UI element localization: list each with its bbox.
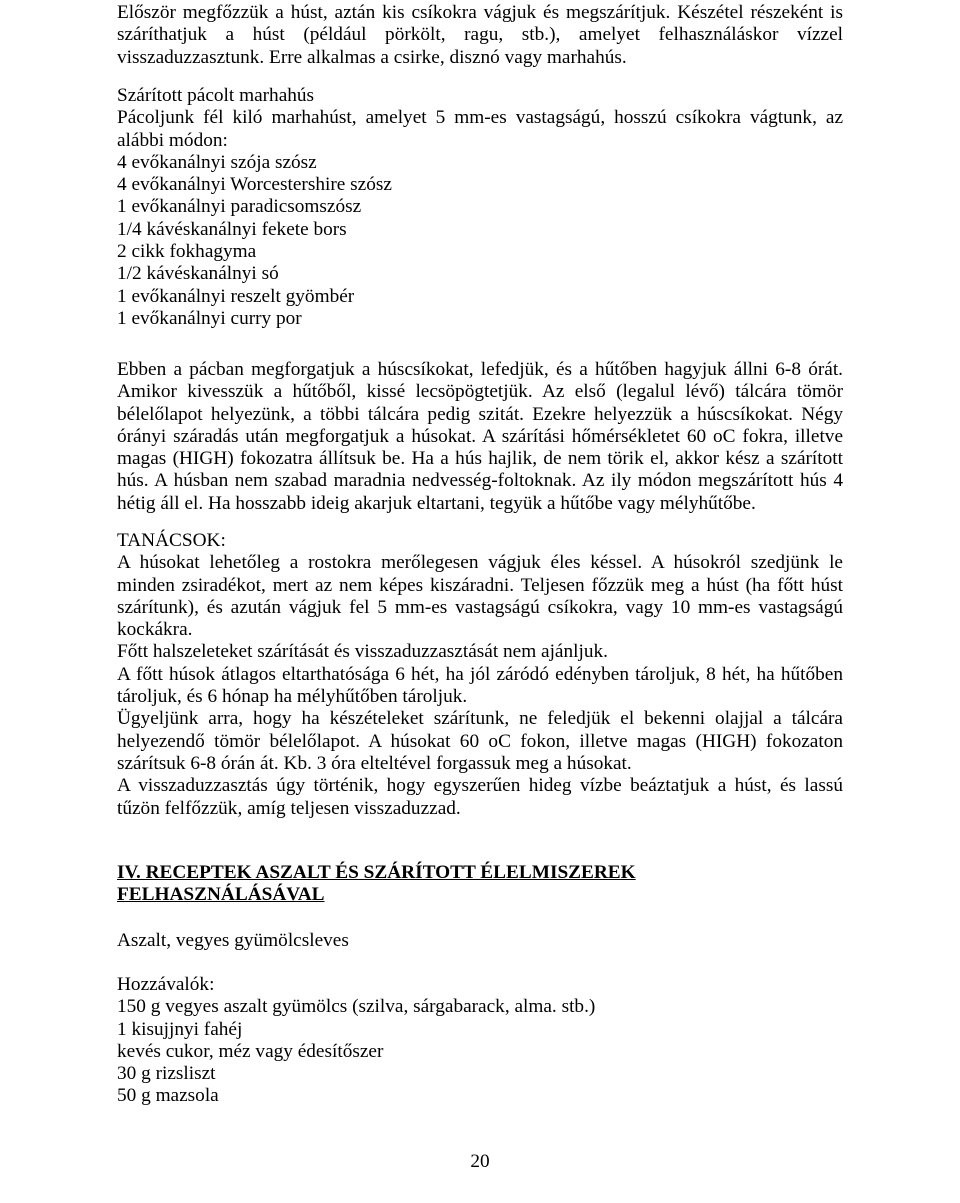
paragraph-line: A húsokat lehetőleg a rostokra merőlegesen vágjuk éles késsel. A húsokról szedjünk le xyxy=(117,552,843,574)
ingredient-list xyxy=(117,152,843,330)
tip-paragraph xyxy=(117,708,843,775)
ingredient-item: 4 evőkanálnyi szója szósz xyxy=(117,151,317,173)
page-number: 20 xyxy=(470,1151,490,1172)
ingredient-item: 30 g rizsliszt xyxy=(117,1063,216,1085)
ingredient-item: 2 cikk fokhagyma xyxy=(117,241,257,263)
ingredient-item: 1 kisujjnyi fahéj xyxy=(117,1018,243,1040)
paragraph-line: Először megfőzzük a húst, aztán kis csíkokra vágjuk és megszárítjuk. Készétel részeként is xyxy=(117,2,843,23)
paragraph-line: magas (HIGH) fokozatra állítsuk be. Ha a hús hajlik, de nem törik el, akkor kész a szárított xyxy=(117,448,843,470)
recipe-title: Aszalt, vegyes gyümölcsleves xyxy=(117,930,349,951)
paragraph-line: Ebben a pácban megforgatjuk a húscsíkokat, lefedjük, és a hűtőben hagyjuk állni 6-8 órát. xyxy=(117,359,843,380)
paragraph-line: hús. A húsban nem szabad maradnia nedvesség-foltoknak. Az ily módon megszárított hús 4 xyxy=(117,470,843,492)
ingredient-item: 1 evőkanálnyi paradicsomszósz xyxy=(117,196,362,218)
ingredient-item: 50 g mazsola xyxy=(117,1085,219,1107)
paragraph-line: Amikor kivesszük a hűtőből, kissé lecsöpögtetjük. Az első (legalul lévő) tálcára tömör xyxy=(117,381,843,403)
tip-paragraph xyxy=(117,775,843,820)
ingredient-item: kevés cukor, méz vagy édesítőszer xyxy=(117,1040,384,1062)
tip-paragraph xyxy=(117,664,843,709)
paragraph-line: alábbi módon: xyxy=(117,129,228,151)
intro-paragraph xyxy=(117,2,843,69)
paragraph-line: órányi száradás után megforgatjuk a húsokat. A szárítási hőmérsékletet 60 oC fokra, illetve xyxy=(117,425,843,447)
paragraph-line: helyezendő tömör bélelőlapot. A húsokat 60 oC fokon, illetve magas (HIGH) fokozaton xyxy=(117,730,843,752)
recipe-marinated-beef xyxy=(117,85,843,330)
paragraph-line: tűzön felfőzzük, amíg teljesen visszaduzzad. xyxy=(117,797,461,819)
paragraph-line: hétig áll el. Ha hosszabb ideig akarjuk eltartani, tegyük a hűtőbe vagy mélyhűtőbe. xyxy=(117,492,756,514)
ingredient-item: 1/4 kávéskanálnyi fekete bors xyxy=(117,218,347,240)
paragraph-line: Ügyeljünk arra, hogy ha készételeket szárítunk, ne feledjük el bekenni olajjal a tálcára xyxy=(117,708,843,730)
paragraph-line: szárítsuk 6-8 órán át. Kb. 3 óra elteltével forgassuk meg a húsokat. xyxy=(117,752,632,774)
ingredient-list xyxy=(117,974,843,1108)
tip-paragraph xyxy=(117,641,843,663)
ingredient-item: 1/2 kávéskanálnyi só xyxy=(117,263,279,285)
paragraph-line: kockákra. xyxy=(117,619,193,641)
tips-heading: TANÁCSOK: xyxy=(117,530,226,551)
ingredient-item: 1 evőkanálnyi curry por xyxy=(117,307,302,329)
paragraph-line: A visszaduzzasztás úgy történik, hogy egyszerűen hideg vízbe beáztatjuk a húst, és lassú xyxy=(117,775,843,797)
paragraph-line: szárítunk), és azután vágjuk fel 5 mm-es vastagságú csíkokra, vagy 10 mm-es vastagságú xyxy=(117,596,843,618)
section-heading: IV. RECEPTEK ASZALT ÉS SZÁRÍTOTT ÉLELMISZEREK FELHASZNÁLÁSÁVAL xyxy=(117,862,636,906)
paragraph-line: tároljuk, és 6 hónap ha mélyhűtőben tároljuk. xyxy=(117,686,468,708)
paragraph-line: visszaduzzasztunk. Erre alkalmas a csirke, disznó vagy marhahús. xyxy=(117,46,627,68)
ingredients-label: Hozzávalók: xyxy=(117,974,215,995)
ingredient-item: 4 evőkanálnyi Worcestershire szósz xyxy=(117,174,392,196)
ingredient-item: 1 evőkanálnyi reszelt gyömbér xyxy=(117,285,355,307)
paragraph-line: Pácoljunk fél kiló marhahúst, amelyet 5 mm-es vastagságú, hosszú csíkokra vágtunk, az xyxy=(117,107,843,129)
paragraph-line: minden zsiradékot, mert az nem képes kiszáradni. Teljesen főzzük meg a húst (ha főtt húst xyxy=(117,574,843,596)
paragraph-line: Főtt halszeleteket szárítását és visszaduzzasztását nem ajánljuk. xyxy=(117,641,608,663)
paragraph-line: A főtt húsok átlagos eltarthatósága 6 hét, ha jól záródó edényben tároljuk, 8 hét, ha hűtőben xyxy=(117,663,843,685)
paragraph-line: bélelőlapot helyezünk, a többi tálcára pedig szitát. Ezekre helyezzük a húscsíkokat. Négy xyxy=(117,403,843,425)
paragraph-line: száríthatjuk a húst (például pörkölt, ragu, stb.), amelyet felhasználáskor vízzel xyxy=(117,24,843,46)
method-paragraph xyxy=(117,359,843,515)
tips-section xyxy=(117,530,843,820)
tip-paragraph xyxy=(117,552,843,641)
ingredient-item: 150 g vegyes aszalt gyümölcs (szilva, sárgabarack, alma. stb.) xyxy=(117,996,596,1018)
recipe-title: Szárított pácolt marhahús xyxy=(117,85,315,106)
